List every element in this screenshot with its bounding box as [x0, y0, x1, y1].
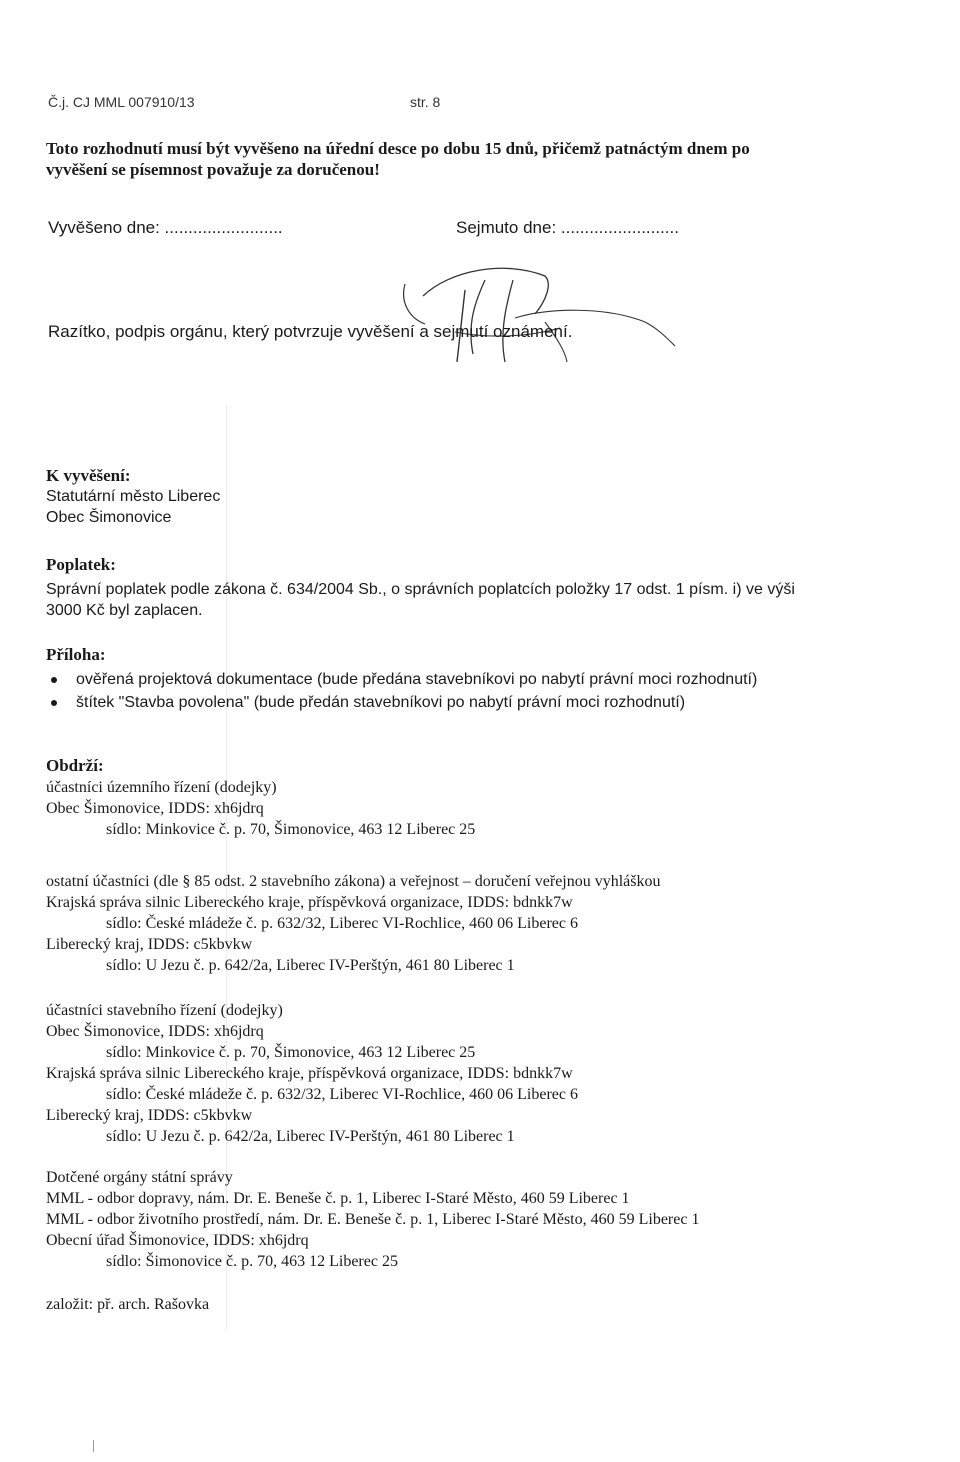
recipient-address: sídlo: U Jezu č. p. 642/2a, Liberec IV-Perštýn, 461 80 Liberec 1 [106, 957, 515, 974]
attachment-section [46, 644, 757, 714]
attachment-item-text: štítek "Stavba povolena" (bude předán stavebníkovi po nabytí právní moci rozhodnutí) [76, 694, 686, 711]
posting-heading: K vyvěšení: [46, 466, 131, 485]
recipient-address: sídlo: Minkovice č. p. 70, Šimonovice, 463 12 Liberec 25 [106, 1044, 476, 1061]
recipient-address: sídlo: České mládeže č. p. 632/32, Liberec VI-Rochlice, 460 06 Liberec 6 [106, 1086, 578, 1103]
group-title: Dotčené orgány státní správy [46, 1169, 233, 1186]
posting-line: Obec Šimonovice [46, 509, 172, 526]
group-title: účastníci stavebního řízení (dodejky) [46, 1002, 283, 1019]
attachment-item-text: ověřená projektová dokumentace (bude předána stavebníkovi po nabytí právní moci rozhodnutí) [76, 671, 758, 688]
recipients-group-others [46, 871, 661, 976]
recipients-group-authorities [46, 1167, 699, 1272]
reference-number: Č.j. CJ MML 007910/13 [48, 94, 195, 110]
fee-line: 3000 Kč byl zaplacen. [46, 602, 203, 619]
recipient-line: Krajská správa silnic Libereckého kraje, příspěvková organizace, IDDS: bdnkk7w [46, 1065, 573, 1082]
recipient-address: sídlo: České mládeže č. p. 632/32, Liberec VI-Rochlice, 460 06 Liberec 6 [106, 915, 578, 932]
recipient-address: sídlo: Minkovice č. p. 70, Šimonovice, 463 12 Liberec 25 [106, 821, 476, 838]
recipient-address: sídlo: U Jezu č. p. 642/2a, Liberec IV-Perštýn, 461 80 Liberec 1 [106, 1128, 515, 1145]
group-title: ostatní účastníci (dle § 85 odst. 2 stavebního zákona) a veřejnost – doručení veřejnou vyhláškou [46, 873, 661, 890]
scan-mark [93, 1440, 94, 1452]
recipients-heading: Obdrží: [46, 756, 104, 775]
page-number: str. 8 [410, 94, 441, 110]
recipient-line: Liberecký kraj, IDDS: c5kbvkw [46, 936, 253, 953]
attachment-heading: Příloha: [46, 645, 106, 664]
recipient-line: MML - odbor životního prostředí, nám. Dr. E. Beneše č. p. 1, Liberec I-Staré Město, 460 59 Liberec 1 [46, 1211, 700, 1228]
posting-line: Statutární město Liberec [46, 488, 221, 505]
recipients-group-zoning [46, 777, 475, 840]
recipient-line: Obec Šimonovice, IDDS: xh6jdrq [46, 1023, 264, 1040]
posted-date-field: Vyvěšeno dne: ......................... [48, 218, 283, 237]
recipients-group-building [46, 1000, 578, 1147]
notice-line: Toto rozhodnutí musí být vyvěšeno na úřední desce po dobu 15 dnů, přičemž patnáctým dnem po [46, 139, 750, 158]
recipient-line: Liberecký kraj, IDDS: c5kbvkw [46, 1107, 253, 1124]
recipient-address: sídlo: Šimonovice č. p. 70, 463 12 Liberec 25 [106, 1253, 398, 1270]
removed-date-field: Sejmuto dne: ......................... [456, 218, 679, 237]
stamp-signature-line: Razítko, podpis orgánu, který potvrzuje vyvěšení a sejmutí oznámení. [48, 322, 573, 341]
bullet-icon [51, 700, 57, 706]
attachment-item [46, 691, 757, 714]
fee-line: Správní poplatek podle zákona č. 634/2004 Sb., o správních poplatcích položky 17 odst. 1 písm. i) ve výši [46, 581, 795, 598]
group-title: účastníci územního řízení (dodejky) [46, 779, 277, 796]
posting-section [46, 465, 220, 528]
posting-notice [46, 138, 750, 180]
notice-line: vyvěšení se písemnost považuje za doručenou! [46, 160, 380, 179]
fee-heading: Poplatek: [46, 555, 116, 574]
recipient-line: Obecní úřad Šimonovice, IDDS: xh6jdrq [46, 1232, 309, 1249]
recipient-line: Obec Šimonovice, IDDS: xh6jdrq [46, 800, 264, 817]
recipient-line: MML - odbor dopravy, nám. Dr. E. Beneše č. p. 1, Liberec I-Staré Město, 460 59 Liberec 1 [46, 1190, 630, 1207]
recipient-line: Krajská správa silnic Libereckého kraje, příspěvková organizace, IDDS: bdnkk7w [46, 894, 573, 911]
filing-note: založit: př. arch. Rašovka [46, 1296, 210, 1313]
attachment-item [46, 668, 757, 691]
fee-section [46, 554, 795, 621]
bullet-icon [51, 677, 57, 683]
